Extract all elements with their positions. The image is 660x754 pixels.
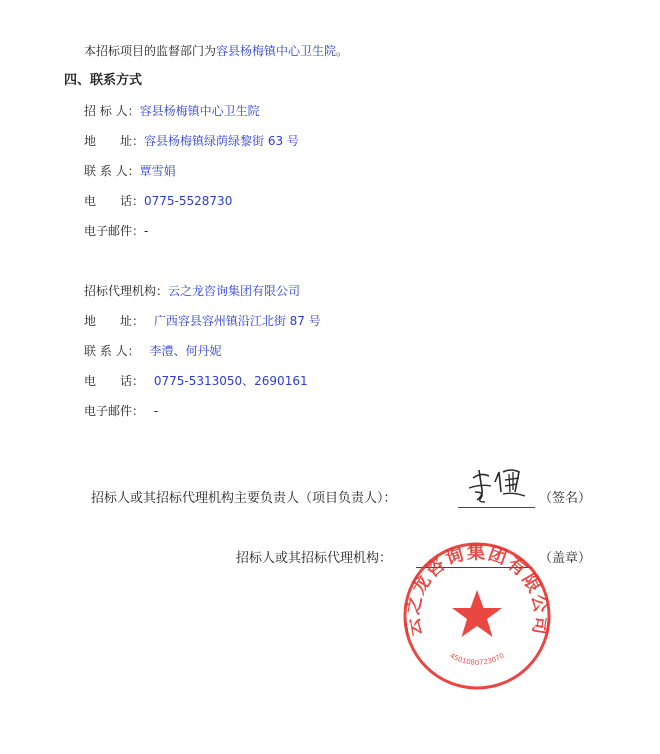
svg-text:云之龙咨询集团有限公司: 云之龙咨询集团有限公司 bbox=[402, 542, 552, 638]
agency-name-row bbox=[84, 284, 300, 298]
agency-email-value: - bbox=[153, 404, 159, 418]
tenderer-email-label: 电子邮件： bbox=[84, 224, 145, 238]
tenderer-address-row bbox=[84, 134, 299, 148]
svg-text:4501080723070: 4501080723070 bbox=[448, 651, 506, 667]
agency-contact-row bbox=[84, 344, 221, 358]
tenderer-phone-row bbox=[84, 194, 232, 208]
company-stamp bbox=[397, 536, 557, 696]
agency-address-value: 广西容县容州镇沿江北街 87 号 bbox=[153, 314, 321, 328]
tenderer-name-value: 容县杨梅镇中心卫生院 bbox=[139, 104, 260, 118]
tenderer-phone-value: 0775-5528730 bbox=[144, 194, 233, 208]
seal-prefix: 招标人或其招标代理机构： bbox=[236, 551, 393, 566]
supervision-prefix: 本招标项目的监督部门为 bbox=[84, 44, 217, 58]
agency-name-label: 招标代理机构： bbox=[84, 284, 169, 298]
tenderer-phone-label: 电 话： bbox=[84, 194, 145, 208]
tenderer-email-row bbox=[84, 224, 148, 238]
tenderer-contact-row bbox=[84, 164, 176, 178]
tenderer-address-label: 地 址： bbox=[84, 134, 145, 148]
handwritten-signature bbox=[455, 462, 535, 508]
tenderer-email-value: - bbox=[144, 224, 149, 238]
tenderer-name-label: 招 标 人： bbox=[84, 104, 140, 118]
supervision-suffix: 。 bbox=[336, 44, 349, 58]
agency-name-value: 云之龙咨询集团有限公司 bbox=[168, 284, 301, 298]
signature-suffix: （签名） bbox=[539, 491, 592, 506]
tenderer-address-value: 容县杨梅镇绿荫绿黎街 63 号 bbox=[144, 134, 299, 148]
agency-address-label: 地 址： bbox=[84, 314, 145, 328]
tenderer-contact-label: 联 系 人： bbox=[84, 164, 140, 178]
agency-phone-label: 电 话： bbox=[84, 374, 145, 388]
supervision-dept: 容县杨梅镇中心卫生院 bbox=[216, 44, 337, 58]
agency-email-row bbox=[84, 404, 158, 418]
tenderer-contact-value: 覃雪娟 bbox=[139, 164, 176, 178]
agency-email-label: 电子邮件： bbox=[84, 404, 145, 418]
agency-contact-value: 李澧、何丹妮 bbox=[149, 344, 222, 358]
agency-contact-label: 联 系 人： bbox=[84, 344, 140, 358]
signature-prefix: 招标人或其招标代理机构主要负责人（项目负责人）： bbox=[91, 491, 397, 506]
agency-phone-row bbox=[84, 374, 308, 388]
supervision-line bbox=[84, 44, 348, 58]
agency-phone-value: 0775-5313050、2690161 bbox=[153, 374, 308, 388]
seal-suffix: （盖章） bbox=[539, 551, 592, 566]
agency-address-row bbox=[84, 314, 321, 328]
tenderer-name-row bbox=[84, 104, 260, 118]
section-heading: 四、联系方式 bbox=[64, 73, 143, 88]
